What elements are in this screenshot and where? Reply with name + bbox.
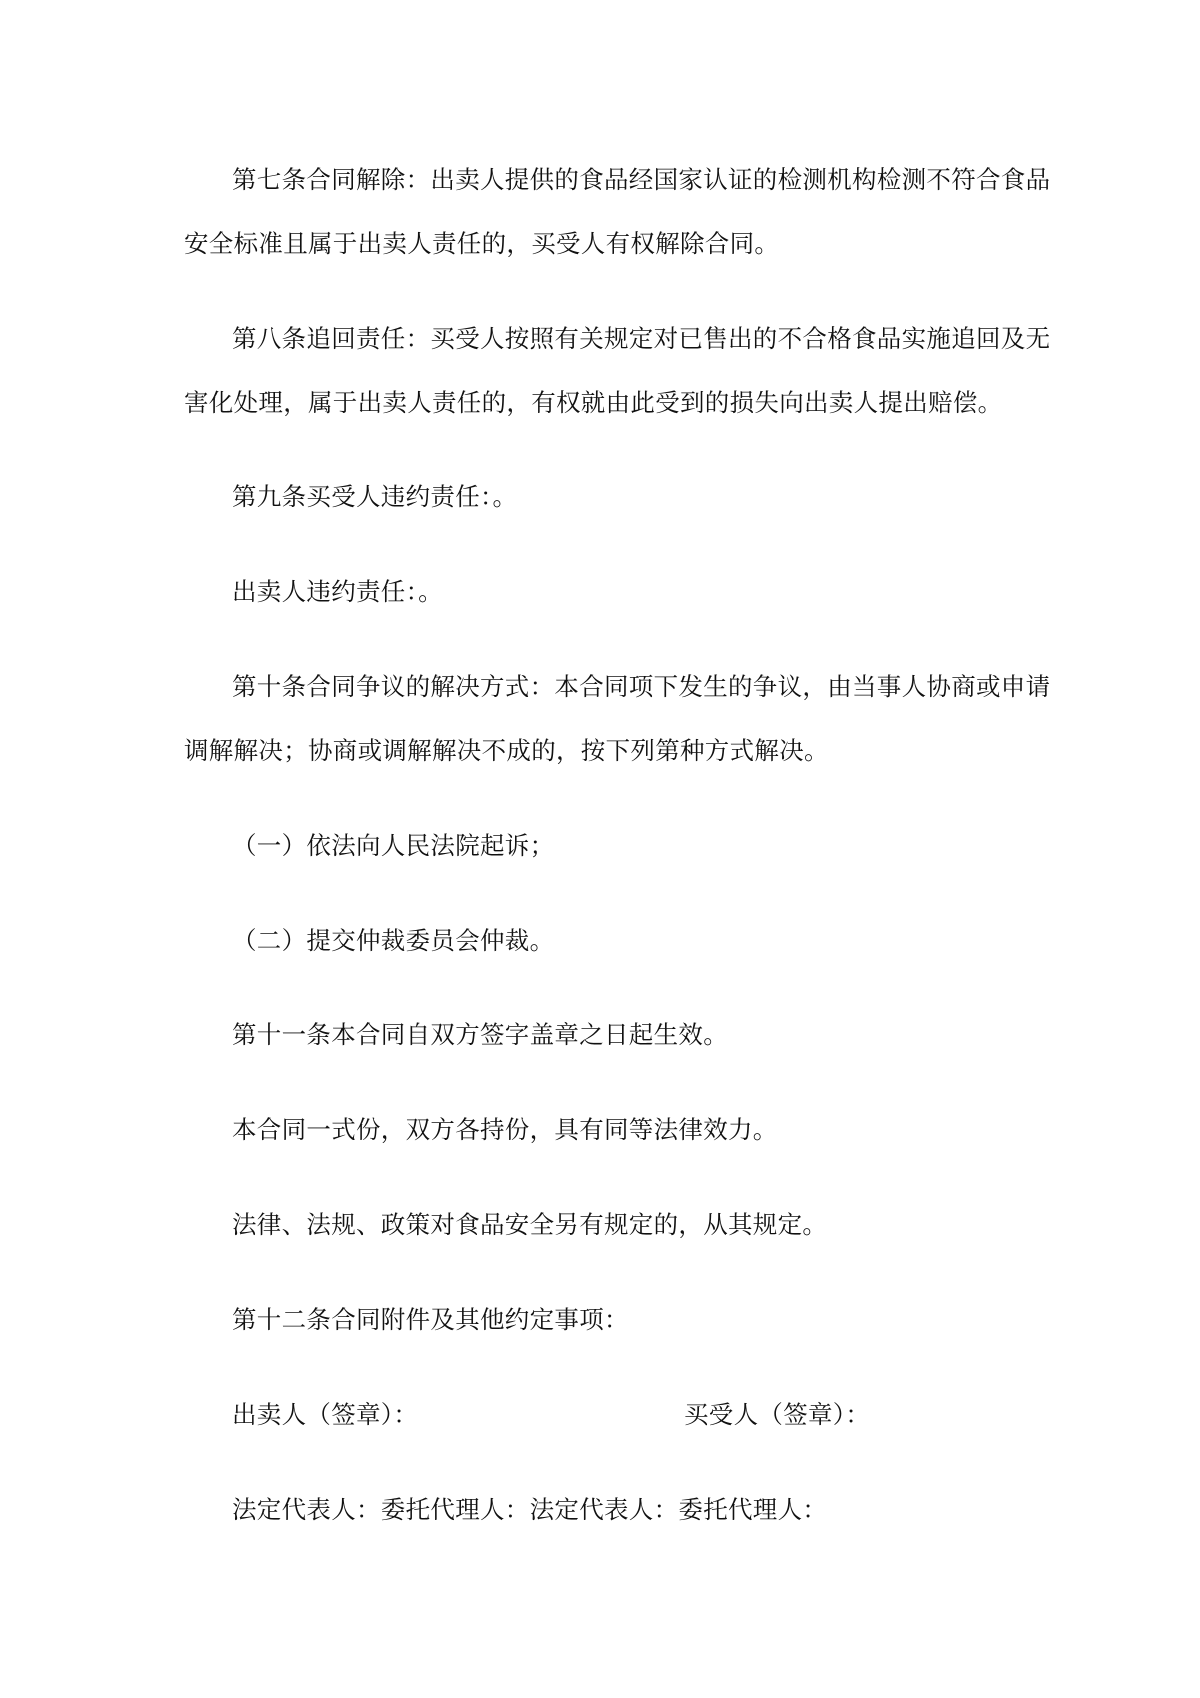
article-11-line-3: 法律、法规、政策对食品安全另有规定的，从其规定。 [232, 1210, 828, 1239]
article-7-line-1: 第七条合同解除：出卖人提供的食品经国家认证的检测机构检测不符合食品 [232, 165, 1051, 194]
article-10-option-1: （一）依法向人民法院起诉； [232, 831, 555, 860]
seller-signature-label: 出卖人（签章）： [232, 1400, 419, 1429]
article-11-line-2: 本合同一式份，双方各持份，具有同等法律效力。 [232, 1115, 778, 1144]
article-8-line-2: 害化处理，属于出卖人责任的，有权就由此受到的损失向出卖人提出赔偿。 [184, 388, 1003, 417]
article-9-seller-liability: 出卖人违约责任：。 [232, 577, 443, 606]
article-10-line-1: 第十条合同争议的解决方式：本合同项下发生的争议，由当事人协商或申请 [232, 672, 1051, 701]
article-8-line-1: 第八条追回责任：买受人按照有关规定对已售出的不合格食品实施追回及无 [232, 324, 1051, 353]
article-7-line-2: 安全标准且属于出卖人责任的，买受人有权解除合同。 [184, 229, 780, 258]
buyer-signature-label: 买受人（签章）： [684, 1400, 871, 1429]
representatives-line: 法定代表人：委托代理人：法定代表人：委托代理人： [232, 1495, 828, 1524]
article-10-line-2: 调解解决；协商或调解解决不成的，按下列第种方式解决。 [184, 736, 829, 765]
article-9-buyer-liability: 第九条买受人违约责任：。 [232, 482, 518, 511]
article-12-line-1: 第十二条合同附件及其他约定事项： [232, 1305, 629, 1334]
article-11-line-1: 第十一条本合同自双方签字盖章之日起生效。 [232, 1020, 728, 1049]
article-10-option-2: （二）提交仲裁委员会仲裁。 [232, 926, 555, 955]
